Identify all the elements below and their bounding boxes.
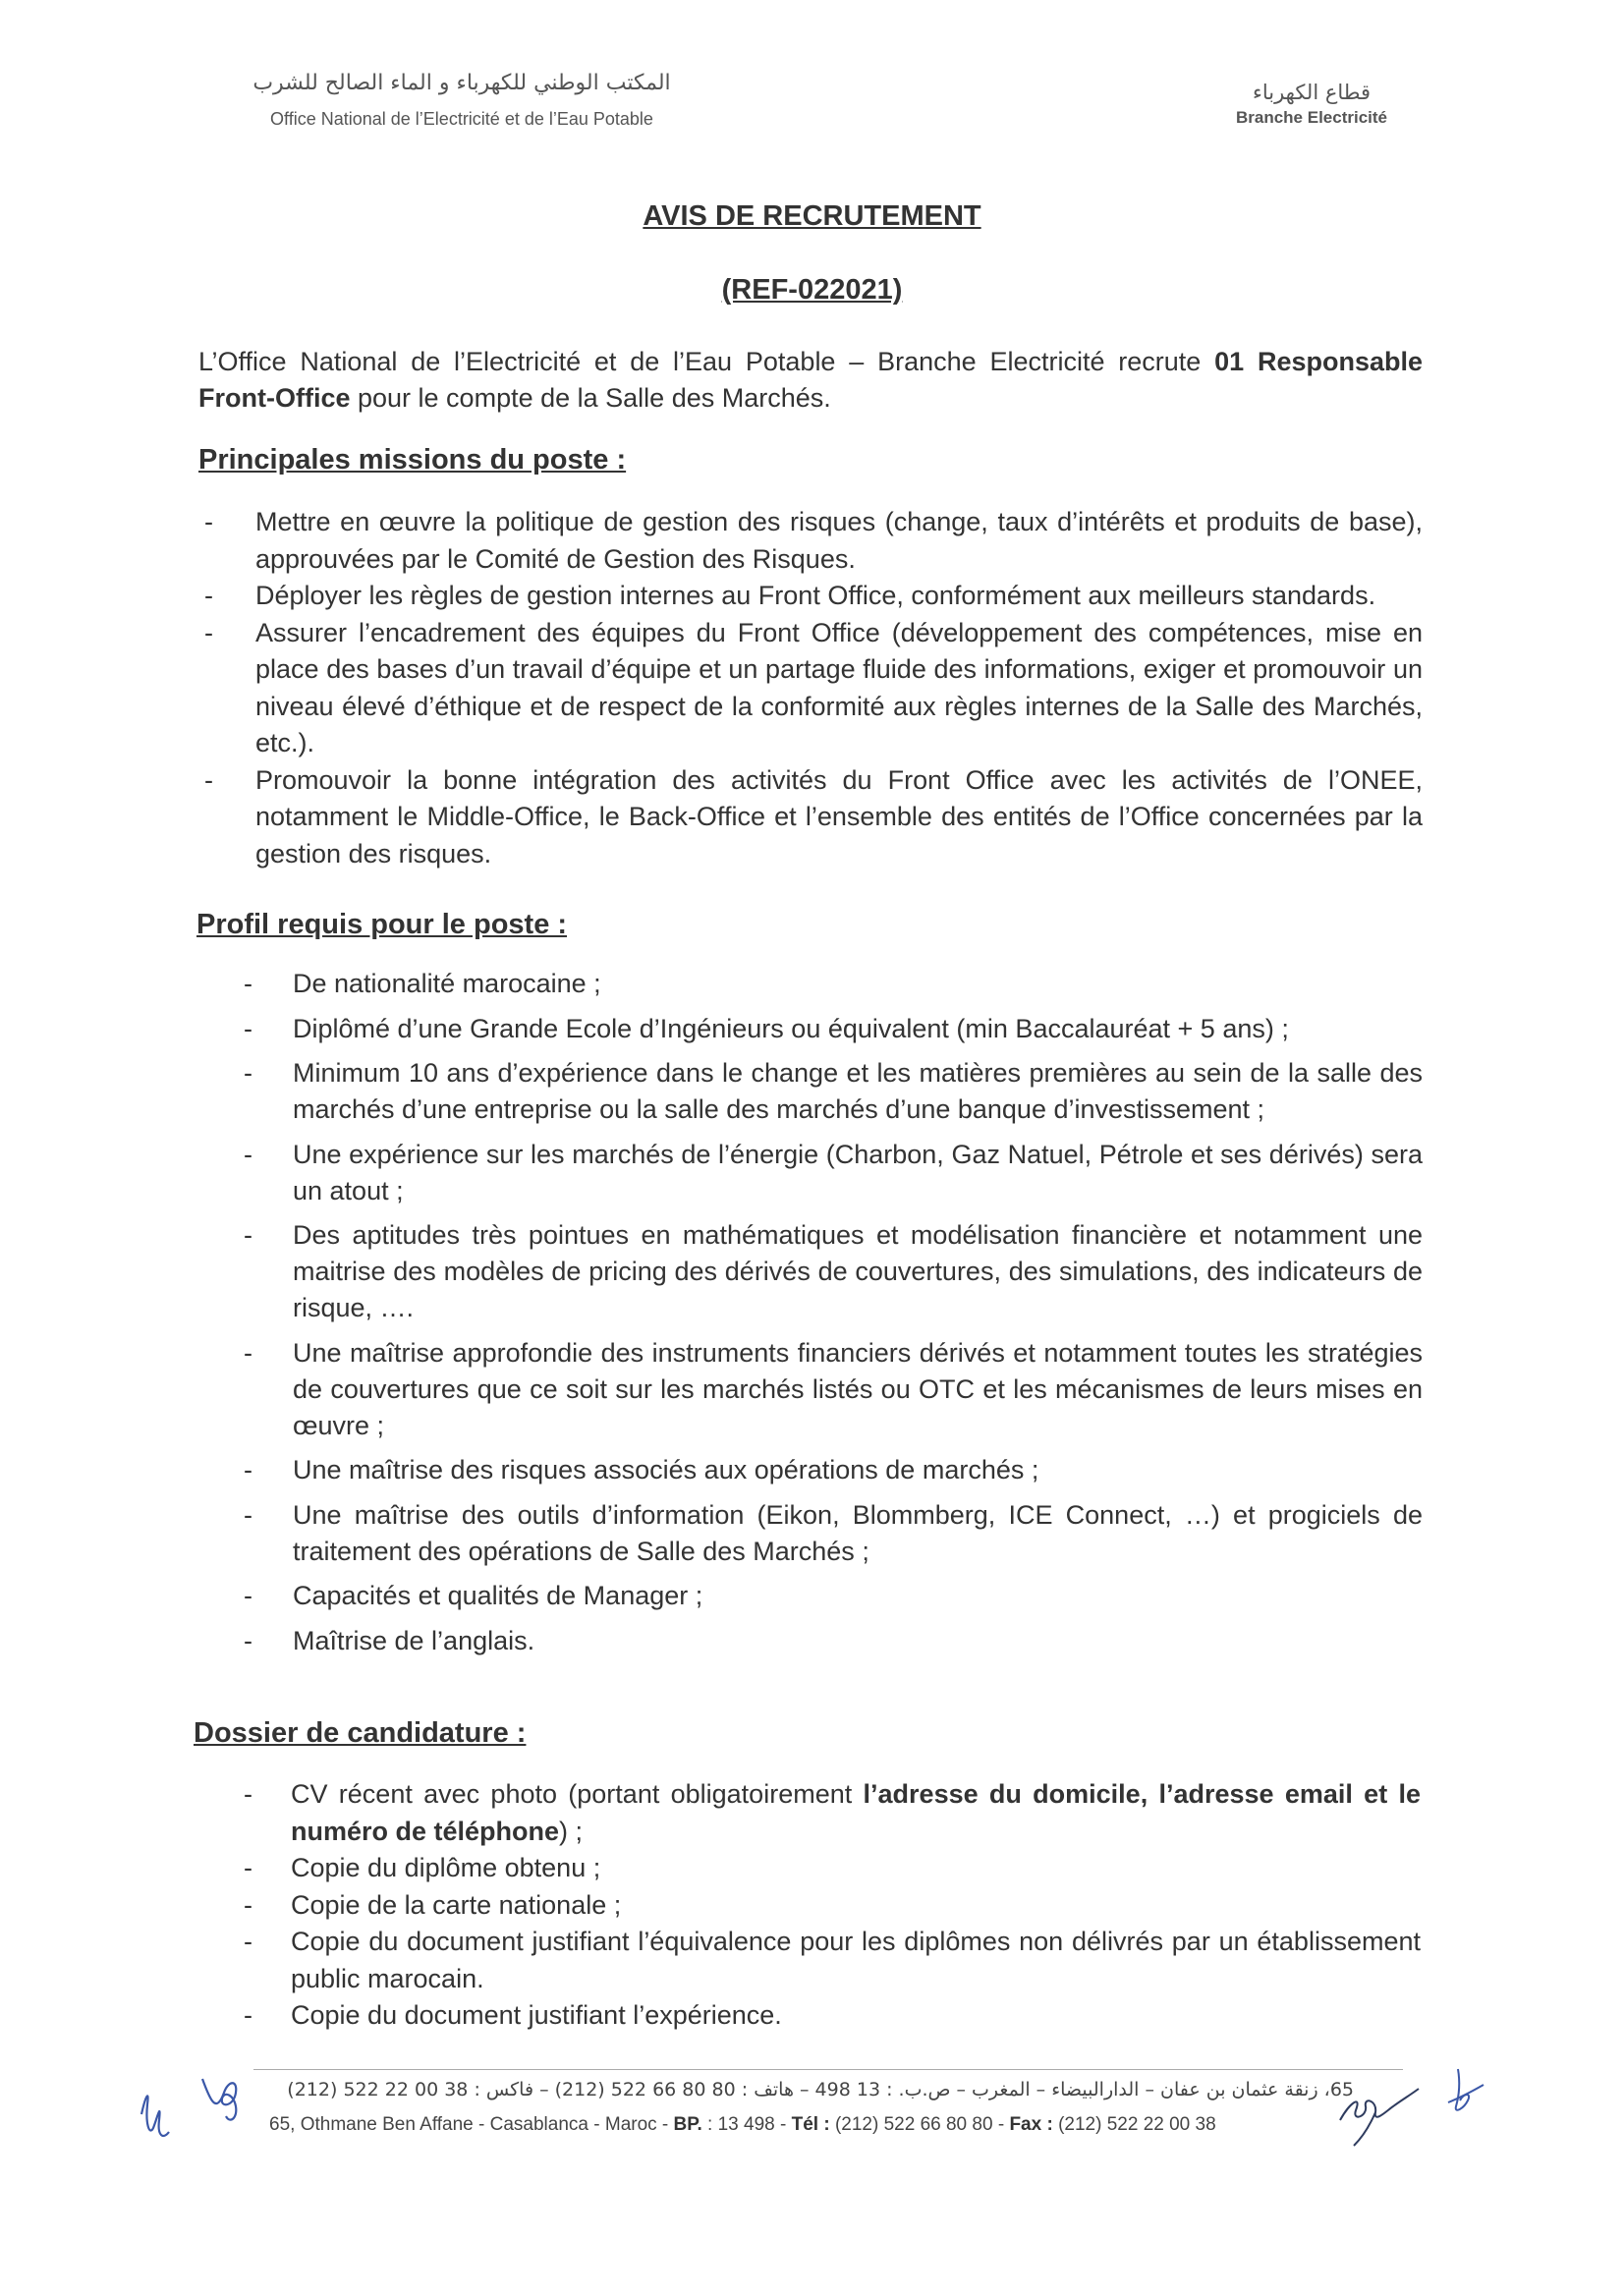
footer-bp: : 13 498 - xyxy=(701,2114,792,2135)
dash-bullet: - xyxy=(244,1889,252,1920)
list-item-text: Une maîtrise approfondie des instruments financiers dérivés et notamment toutes les stratégies de couvertures que ce soit sur les marchés listés ou OTC et les mécanismes de leurs mises en œuvre ; xyxy=(293,1337,1423,1440)
footer-tel-label: Tél : xyxy=(791,2114,830,2135)
intro-text: L’Office National de l’Electricité et de l’Eau Potable – Branche Electricité recrute xyxy=(198,347,1215,376)
list-item xyxy=(244,1924,1421,1997)
dash-bullet: - xyxy=(204,764,213,795)
list-item xyxy=(204,762,1423,873)
list-item-text: Mettre en œuvre la politique de gestion des risques (change, taux d’intérêts et produits de base), approuvées par le Comité de Gestion des Risques. xyxy=(255,507,1423,574)
branch-name-arabic: قطاع الكهرباء xyxy=(1252,81,1372,104)
list-item xyxy=(244,1452,1423,1488)
list-item xyxy=(244,966,1423,1002)
list-item-text: Déployer les règles de gestion internes au Front Office, conformément aux meilleurs standards. xyxy=(255,581,1376,610)
handwritten-signature xyxy=(1336,2081,1425,2150)
list-item-text: Promouvoir la bonne intégration des activités du Front Office avec les activités de l’ONEE, notamment le Middle-Office, le Back-Office et l’ensemble des entités de l’Office concernées par la gestion des risques. xyxy=(255,764,1423,868)
list-item xyxy=(244,1997,1421,2035)
list-item-text: Copie du diplôme obtenu ; xyxy=(291,1853,601,1882)
dash-bullet: - xyxy=(244,969,252,998)
handwritten-initials xyxy=(136,2071,263,2150)
list-item-text: Copie du document justifiant l’équivalence pour les diplômes non délivrés par un établissement public marocain. xyxy=(291,1927,1421,1993)
intro-paragraph xyxy=(198,344,1423,417)
intro-text-end: pour le compte de la Salle des Marchés. xyxy=(350,383,831,413)
footer-fax-label: Fax : xyxy=(1009,2114,1053,2135)
list-item xyxy=(244,1217,1423,1326)
cv-text: CV récent avec photo (portant obligatoirement xyxy=(291,1779,864,1809)
list-item xyxy=(244,1623,1423,1659)
footer-street: 65, Othmane Ben Affane - Casablanca - Maroc - xyxy=(269,2114,674,2135)
list-item xyxy=(244,1578,1423,1614)
list-item-text: Minimum 10 ans d’expérience dans le change et les matières premières au sein de la salle des marchés d’une entreprise ou la salle des marchés d’une banque d’investissement ; xyxy=(293,1058,1423,1124)
dash-bullet: - xyxy=(244,1455,252,1484)
list-item xyxy=(244,1776,1421,1850)
dash-bullet: - xyxy=(244,1581,252,1610)
dash-bullet: - xyxy=(204,581,213,610)
profil-list xyxy=(244,966,1423,1667)
footer-bp-label: BP. xyxy=(673,2114,702,2135)
list-item-text: Une maîtrise des outils d’information (Eikon, Blommberg, ICE Connect, …) et progiciels de traitement des opérations de Salle des Marchés ; xyxy=(293,1499,1423,1566)
cv-text-end: ) ; xyxy=(559,1816,584,1846)
list-item xyxy=(244,1011,1423,1047)
dash-bullet: - xyxy=(244,1139,252,1169)
list-item xyxy=(244,1850,1421,1887)
list-item xyxy=(244,1055,1423,1128)
dash-bullet: - xyxy=(244,1499,252,1530)
branch-letterhead xyxy=(1208,81,1415,128)
list-item-text: Une expérience sur les marchés de l’énergie (Charbon, Gaz Natuel, Pétrole et ses dérivés) sera un atout ; xyxy=(293,1139,1423,1205)
dash-bullet: - xyxy=(244,1625,252,1655)
office-name-arabic: المكتب الوطني للكهرباء و الماء الصالح للشرب xyxy=(252,71,671,95)
dash-bullet: - xyxy=(244,1058,252,1088)
dash-bullet: - xyxy=(244,1013,252,1043)
dash-bullet: - xyxy=(244,1220,252,1250)
list-item xyxy=(204,578,1423,615)
missions-list xyxy=(204,504,1423,872)
list-item-text: Capacités et qualités de Manager ; xyxy=(293,1581,703,1610)
dossier-heading: Dossier de candidature : xyxy=(194,1717,527,1749)
dossier-list xyxy=(244,1776,1421,2035)
list-item xyxy=(244,1887,1421,1925)
dash-bullet: - xyxy=(244,1337,252,1368)
page-title: AVIS DE RECRUTEMENT xyxy=(643,200,981,232)
intro-position: 01 Responsable Front-Office xyxy=(198,347,1423,413)
dash-bullet: - xyxy=(244,2000,252,2030)
office-letterhead xyxy=(246,71,678,130)
handwritten-paraph xyxy=(1434,2063,1493,2122)
footer-tel: (212) 522 66 80 80 - xyxy=(829,2114,1010,2135)
dash-bullet: - xyxy=(204,617,213,647)
list-item xyxy=(244,1497,1423,1570)
profil-heading: Profil requis pour le poste : xyxy=(196,909,568,940)
list-item-text: Maîtrise de l’anglais. xyxy=(293,1625,535,1655)
office-name-french: Office National de l’Electricité et de l’Eau Potable xyxy=(270,109,653,129)
list-item-text xyxy=(291,1776,1421,1850)
list-item xyxy=(244,1335,1423,1444)
list-item xyxy=(244,1137,1423,1209)
list-item-text: Copie de la carte nationale ; xyxy=(291,1889,622,1920)
branch-name-french: Branche Electricité xyxy=(1235,108,1387,127)
dash-bullet: - xyxy=(244,1927,252,1956)
list-item-text: Des aptitudes très pointues en mathématiques et modélisation financière et notamment une maitrise des modèles de pricing des dérivés de couvertures, des simulations, des indicateurs de risque, …. xyxy=(293,1220,1423,1322)
reference-number: (REF-022021) xyxy=(721,274,903,306)
list-item xyxy=(204,504,1423,578)
footer-divider xyxy=(253,2069,1403,2070)
footer-address-arabic: 65، زنقة عثمان بن عفان – الدارالبيضاء – المغرب – ص.ب. : 13 498 – هاتف : 80 80 66 522 (212) – فاكس : 38 00 22 522 (212) xyxy=(287,2079,1354,2100)
footer-address-french xyxy=(269,2114,1360,2136)
dash-bullet: - xyxy=(244,1853,252,1882)
dash-bullet: - xyxy=(244,1779,252,1809)
dash-bullet: - xyxy=(204,507,213,536)
footer-fax: (212) 522 22 00 38 xyxy=(1052,2114,1216,2135)
list-item xyxy=(204,615,1423,762)
list-item-text: Copie du document justifiant l’expérience. xyxy=(291,2000,782,2030)
missions-heading: Principales missions du poste : xyxy=(198,444,627,476)
list-item-text: Une maîtrise des risques associés aux opérations de marchés ; xyxy=(293,1455,1039,1484)
list-item-text: Diplômé d’une Grande Ecole d’Ingénieurs ou équivalent (min Baccalauréat + 5 ans) ; xyxy=(293,1013,1289,1043)
list-item-text: Assurer l’encadrement des équipes du Front Office (développement des compétences, mise en place des bases d’un travail d’équipe et un partage fluide des informations, exiger et promouvoir un niveau élevé d’éthique et de respect de la conformité aux règles internes de la Salle des Marchés, etc.). xyxy=(255,617,1423,757)
cv-required-fields: l’adresse du domicile, l’adresse email et le numéro de téléphone xyxy=(291,1779,1421,1846)
list-item-text: De nationalité marocaine ; xyxy=(293,969,601,998)
